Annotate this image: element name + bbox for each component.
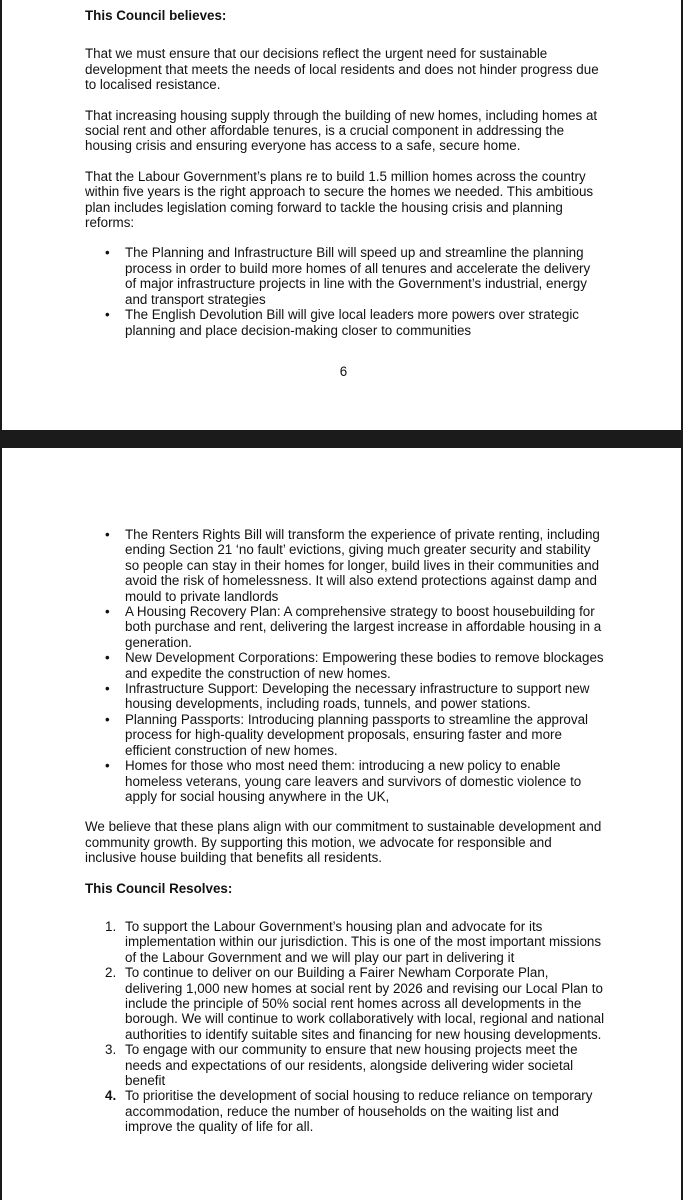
belief-paragraph: We believe that these plans align with our commitment to sustainable development and community growth. By supporting this motion, we advocate for responsible and inclusive house building that benefits all residents. (85, 819, 602, 866)
bullet-item: • Homes for those who most need them: introducing a new policy to enable homeless veterans, young care leavers and survivors of domestic violence to apply for social housing anywhere in the UK, (85, 758, 605, 804)
council-resolves-heading: This Council Resolves: (85, 880, 233, 896)
believes-paragraph: That increasing housing supply through the building of new homes, including homes at social rent and other affordable tenures, is a crucial component in addressing the housing crisis and ensuring everyone has access to a safe, secure home. (85, 107, 598, 154)
resolve-number: 1. (105, 918, 117, 934)
document-page-bottom (0, 448, 683, 1200)
page-separator (0, 430, 683, 448)
resolve-text: To engage with our community to ensure that new housing projects meet the needs and expectations of our residents, alongside delivering wider societal benefit (125, 1042, 578, 1088)
resolve-item (85, 1088, 605, 1134)
bullet-item: • The Renters Rights Bill will transform the experience of private renting, including ending Section 21 ‘no fault’ evictions, giving much greater security and stability so people can stay in their homes for longer, build lives in their communities and avoid the risk of homelessness. It will also extend protections against damp and mould to private landlords (85, 527, 605, 604)
believes-paragraph: That the Labour Government’s plans re to build 1.5 million homes across the country within five years is the right approach to secure the homes we needed. This ambitious plan includes legislation coming forward to tackle the housing crisis and planning reforms: (85, 168, 594, 231)
resolve-text: To prioritise the development of social housing to reduce reliance on temporary accommodation, reduce the number of households on the waiting list and improve the quality of life for all. (125, 1088, 593, 1135)
resolve-text: To continue to deliver on our Building a Fairer Newham Corporate Plan, delivering 1,000 new homes at social rent by 2026 and revising our Local Plan to include the principle of 50% social rent homes across all developments in the borough. We will continue to work collaboratively with local, regional and national authorities to identify suitable sites and financing for new housing developments. (125, 965, 605, 1042)
resolve-number: 3. (105, 1042, 117, 1058)
resolves-list (85, 919, 605, 1135)
bullet-item: • The Planning and Infrastructure Bill will speed up and streamline the planning process in order to build more homes of all tenures and accelerate the delivery of major infrastructure projects in line with the Government’s industrial, energy and transport strategies (85, 245, 605, 307)
plans-bullet-list (85, 527, 605, 804)
resolve-text: To support the Labour Government’s housing plan and advocate for its implementation within our jurisdiction. This is one of the most important missions of the Labour Government and we will play our part in delivering it (125, 918, 602, 965)
reforms-bullet-list (85, 245, 605, 337)
bullet-item: • A Housing Recovery Plan: A comprehensive strategy to boost housebuilding for both purchase and rent, delivering the largest increase in affordable housing in a generation. (85, 604, 605, 650)
resolve-item (85, 965, 605, 1042)
believes-paragraph: That we must ensure that our decisions reflect the urgent need for sustainable development that meets the needs of local residents and does not hinder progress due to localised resistance. (85, 46, 599, 93)
bullet-item: • Planning Passports: Introducing planning passports to streamline the approval process for high-quality development proposals, ensuring faster and more efficient construction of new homes. (85, 712, 605, 758)
page-bottom-content (85, 527, 605, 1135)
page-top-content (85, 8, 605, 338)
resolve-number: 4. (105, 1088, 117, 1104)
resolve-item (85, 919, 605, 965)
bullet-item: • New Development Corporations: Empowering these bodies to remove blockages and expedite the construction of new homes. (85, 650, 605, 681)
resolve-number: 2. (105, 965, 117, 981)
bullet-item: • Infrastructure Support: Developing the necessary infrastructure to support new housing developments, including roads, tunnels, and power stations. (85, 681, 605, 712)
resolve-item (85, 1042, 605, 1088)
council-believes-heading: This Council believes: (85, 8, 227, 23)
document-page-top (0, 0, 683, 430)
page-number: 6 (339, 364, 348, 379)
bullet-item: • The English Devolution Bill will give local leaders more powers over strategic planning and place decision-making closer to communities (85, 307, 605, 338)
